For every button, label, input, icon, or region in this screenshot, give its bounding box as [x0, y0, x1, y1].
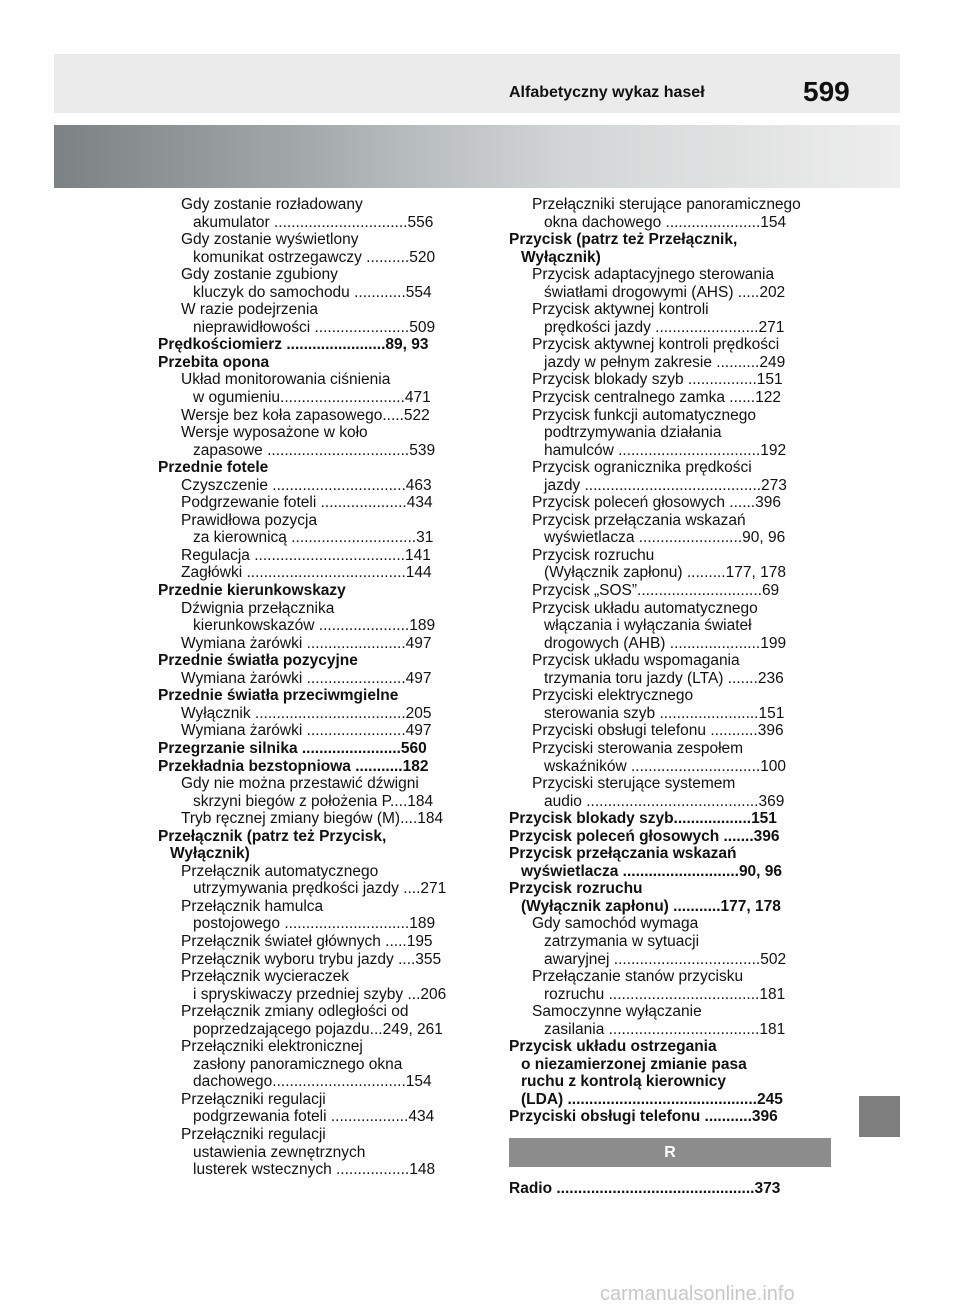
- index-entry: wskaźników ..............................100: [544, 757, 787, 775]
- index-heading: Przycisk rozruchu: [509, 880, 643, 898]
- index-entry: (Wyłącznik zapłonu) .........177, 178: [544, 564, 786, 582]
- index-entry: Wymiana żarówki .......................497: [181, 669, 432, 687]
- index-entry: kierunkowskazów .....................189: [193, 617, 436, 635]
- index-entry: Przycisk poleceń głosowych ......396: [532, 494, 781, 512]
- index-heading: (Wyłącznik zapłonu) ...........177, 178: [521, 897, 781, 915]
- index-entry: nieprawidłowości ......................509: [193, 318, 436, 336]
- index-heading: o niezamierzonej zmianie pasa: [521, 1055, 747, 1073]
- index-heading: Przednie fotele: [158, 459, 269, 477]
- index-entry: wyświetlacza ........................90, 96: [544, 529, 786, 547]
- section-letter-bar: R: [509, 1138, 831, 1167]
- index-entry: Gdy nie można przestawić dźwigni: [181, 775, 419, 793]
- index-entry: dachowego...............................154: [193, 1073, 432, 1091]
- index-entry: Gdy samochód wymaga: [532, 915, 699, 933]
- index-entry: Przyciski obsługi telefonu ...........396: [532, 722, 784, 740]
- index-entry: Przycisk układu wspomagania: [532, 652, 740, 670]
- index-entry: W razie podejrzenia: [181, 301, 318, 319]
- index-entry: Wersje wyposażone w koło: [181, 424, 368, 442]
- index-entry: okna dachowego ......................154: [544, 213, 787, 231]
- index-entry: Przycisk blokady szyb ................151: [532, 371, 783, 389]
- index-entry: zasilania ...................................181: [544, 1020, 786, 1038]
- index-heading: wyświetlacza ...........................90, 96: [521, 862, 783, 880]
- index-heading: Przycisk układu ostrzegania: [509, 1038, 717, 1056]
- index-entry: Układ monitorowania ciśnienia: [181, 371, 391, 389]
- index-entry: Gdy zostanie rozładowany: [181, 196, 363, 213]
- page-title: Alfabetyczny wykaz haseł: [509, 84, 705, 101]
- index-entry: Tryb ręcznej zmiany biegów (M)....184: [181, 810, 444, 828]
- index-entry: Przełącznik zmiany odległości od: [181, 1003, 409, 1021]
- index-heading: Przebita opona: [158, 353, 270, 371]
- index-entry: Przełącznik wyboru trybu jazdy ....355: [181, 950, 442, 968]
- index-entry: jazdy .........................................273: [544, 476, 787, 494]
- index-entry: hamulców .................................192: [544, 441, 787, 459]
- index-entry: Przycisk centralnego zamka ......122: [532, 389, 781, 407]
- index-entry: zasłony panoramicznego okna: [193, 1055, 403, 1073]
- index-entry: sterowania szyb .......................151: [544, 704, 785, 722]
- header-band: [54, 54, 900, 113]
- index-entry: Przycisk przełączania wskazań: [532, 511, 746, 529]
- index-entry: Regulacja ...................................141: [181, 546, 431, 564]
- thumb-index-tab: [859, 1096, 900, 1137]
- index-entry: Przycisk rozruchu: [532, 546, 655, 564]
- index-entry: Przyciski sterowania zespołem: [532, 739, 744, 757]
- index-heading: Przycisk (patrz też Przełącznik,: [509, 231, 738, 249]
- index-entries-p: [509, 196, 831, 1126]
- index-entry: Przełącznik wycieraczek: [181, 968, 349, 986]
- index-entry: w ogumieniu.............................471: [193, 389, 431, 407]
- index-entry: kluczyk do samochodu ............554: [193, 283, 432, 301]
- index-entry: Przycisk aktywnej kontroli: [532, 301, 709, 319]
- index-entry: drogowych (AHB) .....................199: [544, 634, 787, 652]
- index-entry: Przyciski elektrycznego: [532, 687, 694, 705]
- index-entry: Przełączniki regulacji: [181, 1090, 326, 1108]
- index-heading: Wyłącznik): [521, 248, 601, 266]
- index-entry: Wyłącznik ...................................205: [181, 704, 432, 722]
- index-heading: Przednie światła przeciwmgielne: [158, 687, 399, 705]
- index-entry: Zagłówki .....................................144: [181, 564, 432, 582]
- index-entry: Przełączniki elektronicznej: [181, 1038, 363, 1056]
- index-entry: prędkości jazdy ........................271: [544, 318, 785, 336]
- index-entry: włączania i wyłączania świateł: [544, 617, 752, 635]
- index-heading: Przegrzanie silnika .......................560: [158, 739, 427, 757]
- index-entry: Przyciski sterujące systemem: [532, 775, 736, 793]
- index-heading: Radio ..............................................373: [509, 1179, 781, 1197]
- index-entries-r: [509, 1180, 831, 1198]
- index-heading: Przednie kierunkowskazy: [158, 582, 346, 600]
- index-entry: Samoczynne wyłączanie: [532, 1003, 702, 1021]
- index-entry: Gdy zostanie wyświetlony: [181, 231, 359, 249]
- index-entry: Wymiana żarówki .......................497: [181, 634, 432, 652]
- index-entry: skrzyni biegów z położenia P....184: [193, 792, 434, 810]
- index-entry: Przycisk ogranicznika prędkości: [532, 459, 752, 477]
- index-heading: Przycisk blokady szyb..................151: [509, 810, 777, 828]
- index-entry: komunikat ostrzegawczy ..........520: [193, 248, 436, 266]
- index-entry: Przełącznik świateł głównych .....195: [181, 932, 433, 950]
- index-heading: Przycisk przełączania wskazań: [509, 845, 737, 863]
- index-entry: ustawienia zewnętrznych: [193, 1143, 366, 1161]
- page-number: 599: [803, 76, 850, 107]
- index-entry: poprzedzającego pojazdu...249, 261: [193, 1020, 443, 1038]
- index-entry: Prawidłowa pozycja: [181, 511, 318, 529]
- index-entry: Wymiana żarówki .......................497: [181, 722, 432, 740]
- index-entry: Przycisk funkcji automatycznego: [532, 406, 756, 424]
- index-entry: trzymania toru jazdy (LTA) .......236: [544, 669, 784, 687]
- index-entry: Przycisk układu automatycznego: [532, 599, 758, 617]
- decorative-gradient-band: [54, 125, 900, 188]
- index-entry: zapasowe .................................539: [193, 441, 436, 459]
- index-heading: ruchu z kontrolą kierownicy: [521, 1073, 726, 1091]
- index-entry: Przycisk aktywnej kontroli prędkości: [532, 336, 780, 354]
- index-entry: za kierownicą .............................31: [193, 529, 434, 547]
- index-entry: Przycisk „SOS”.............................69: [532, 582, 780, 600]
- watermark: carmanualsonline.info: [600, 1283, 795, 1305]
- index-heading: Przełącznik (patrz też Przycisk,: [158, 827, 387, 845]
- index-heading: Prędkościomierz .......................89, 93: [158, 336, 429, 354]
- index-entry: postojowego .............................189: [193, 915, 436, 933]
- index-heading: (LDA) ............................................245: [521, 1090, 783, 1108]
- index-entry: Dźwignia przełącznika: [181, 599, 335, 617]
- index-entry: Przełączniki sterujące panoramicznego: [532, 196, 801, 213]
- index-entry: jazdy w pełnym zakresie ..........249: [544, 353, 786, 371]
- index-heading: Przycisk poleceń głosowych .......396: [509, 827, 780, 845]
- index-heading: Wyłącznik): [170, 845, 250, 863]
- index-entry: Wersje bez koła zapasowego.....522: [181, 406, 430, 424]
- index-entry: Przełącznik automatycznego: [181, 862, 379, 880]
- index-entry: i spryskiwaczy przedniej szyby ...206: [193, 985, 447, 1003]
- index-entry: Przełączniki regulacji: [181, 1125, 326, 1143]
- index-entry: zatrzymania w sytuacji: [544, 932, 700, 950]
- index-heading: Przednie światła pozycyjne: [158, 652, 358, 670]
- index-entry: akumulator ...............................556: [193, 213, 434, 231]
- index-column-right: [509, 196, 831, 1198]
- index-entry: podgrzewania foteli ..................434: [193, 1108, 435, 1126]
- index-column-left: [158, 196, 473, 1179]
- index-entry: Czyszczenie ...............................463: [181, 476, 432, 494]
- index-entry: lusterek wstecznych .................148: [193, 1161, 436, 1179]
- index-entry: światłami drogowymi (AHS) .....202: [544, 283, 786, 301]
- index-entry: audio ........................................369: [544, 792, 785, 810]
- index-entry: Przełączanie stanów przycisku: [532, 968, 744, 986]
- index-entry: podtrzymywania działania: [544, 424, 722, 442]
- index-entry: Gdy zostanie zgubiony: [181, 266, 338, 284]
- index-entry: awaryjnej ..................................502: [544, 950, 787, 968]
- index-heading: Przyciski obsługi telefonu ...........396: [509, 1108, 778, 1126]
- index-heading: Przekładnia bezstopniowa ...........182: [158, 757, 429, 775]
- index-entry: Przełącznik hamulca: [181, 897, 324, 915]
- index-entry: utrzymywania prędkości jazdy ....271: [193, 880, 447, 898]
- index-entry: Podgrzewanie foteli ....................434: [181, 494, 433, 512]
- index-entry: Przycisk adaptacyjnego sterowania: [532, 266, 775, 284]
- index-entry: rozruchu ...................................181: [544, 985, 786, 1003]
